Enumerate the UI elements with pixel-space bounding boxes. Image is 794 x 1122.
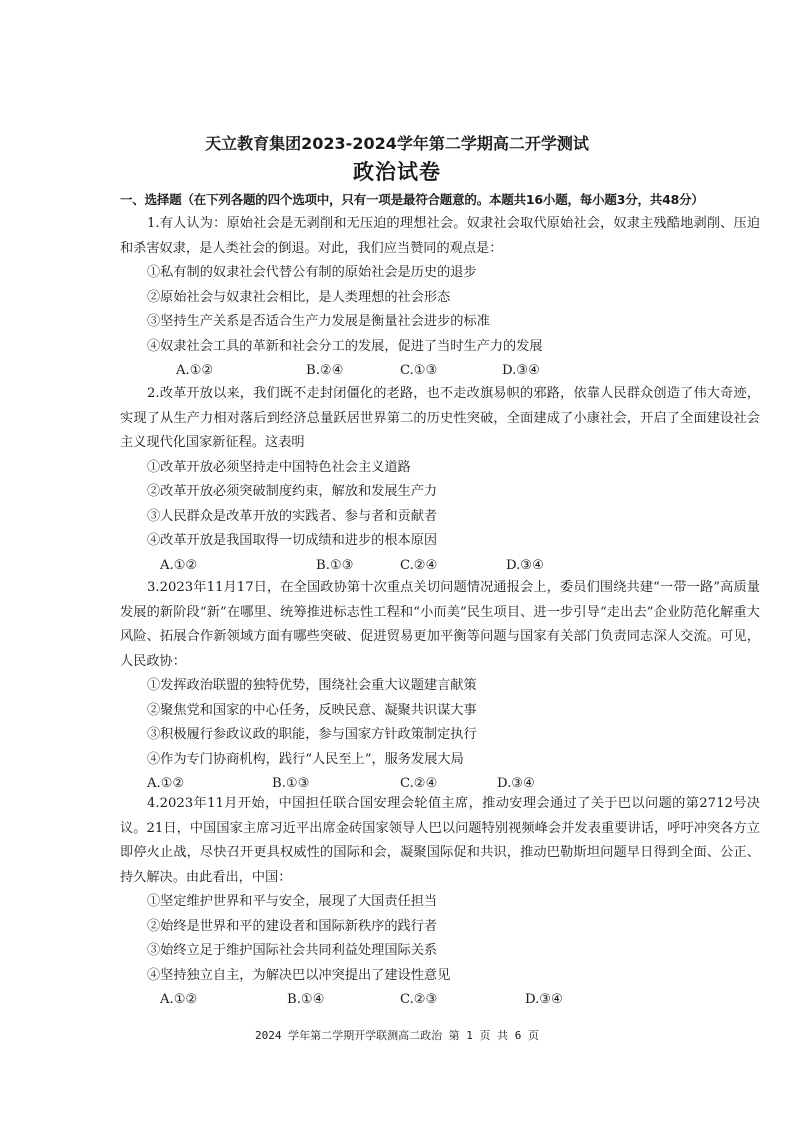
- question-stem: 4.2023年11月开始，中国担任联合国安理会轮值主席，推动安理会通过了关于巴以问题的第2712号决议。21日，中国国家主席习近平出席金砖国家领导人巴以问题特别视频峰会并发表重要讲话，呼吁冲突各方立即停火止战，尽快召开更具权威性的国际和会，凝聚国际促和共识，推动巴勒斯坦问题早日得到全面、公正、持久解决。由此看出，中国：: [120, 796, 760, 885]
- choice-a: A.①②: [147, 776, 185, 791]
- statement-option: ④坚持独立自主，为解决巴以冲突提出了建设性意见: [147, 967, 451, 983]
- choice-b: B.①④: [287, 992, 325, 1007]
- question-2: [120, 382, 760, 578]
- choice-a: A.①②: [160, 557, 198, 573]
- choice-d: D.③④: [502, 363, 540, 378]
- statement-option: ②聚焦党和国家的中心任务，反映民意、凝聚共识谋大事: [147, 702, 477, 718]
- question-stem: 2.改革开放以来，我们既不走封闭僵化的老路，也不走改旗易帜的邪路，依靠人民群众创造了伟大奇迹，实现了从生产力相对落后到经济总量跃居世界第二的历史性突破，全面建成了小康社会，开启了全面建设社会主义现代化国家新征程。这表明: [120, 386, 760, 450]
- statement-option: ④作为专门协商机构，践行“人民至上”，服务发展大局: [147, 751, 464, 767]
- question-1: [120, 212, 760, 384]
- statement-option: ①改革开放必须坚持走中国特色社会主义道路: [147, 459, 411, 475]
- choice-c: C.①③: [400, 363, 438, 378]
- statement-option: ②改革开放必须突破制度约束，解放和发展生产力: [147, 484, 438, 499]
- answer-choices: [120, 988, 760, 1013]
- answer-choices: [120, 359, 760, 384]
- question-3: [120, 576, 760, 797]
- choice-d: D.③④: [497, 776, 535, 791]
- exam-subtitle: 政治试卷: [353, 160, 441, 184]
- statement-option: ④改革开放是我国取得一切成绩和进步的根本原因: [147, 533, 438, 548]
- statement-option: ③人民群众是改革开放的实践者、参与者和贡献者: [147, 508, 438, 524]
- choice-a: A.①②: [160, 992, 198, 1007]
- question-stem: 1.有人认为：原始社会是无剥削和无压迫的理想社会。奴隶社会取代原始社会，奴隶主残酷地剥削、压迫和杀害奴隶，是人类社会的倒退。对此，我们应当赞同的观点是：: [120, 216, 760, 256]
- statement-option: ①坚定维护世界和平与安全，展现了大国责任担当: [147, 894, 438, 909]
- choice-a: A.①②: [176, 363, 214, 378]
- choice-c: C.②④: [400, 776, 438, 791]
- question-stem: 3.2023年11月17日，在全国政协第十次重点关切问题情况通报会上，委员们围绕共建“一带一路”高质量发展的新阶段“新”在哪里、统筹推进标志性工程和“小而美”民生项目、进一步引导“走出去”企业防范化解重大风险、拓展合作新领域方面有哪些突破、促进贸易更加平衡等问题与国家有关部门负责同志深人交流。可见，人民政协：: [120, 580, 760, 669]
- statement-option: ④奴隶社会工具的革新和社会分工的发展，促进了当时生产力的发展: [147, 338, 543, 354]
- choice-b: B.②④: [306, 363, 344, 378]
- choice-c: C.②③: [400, 992, 438, 1007]
- choice-d: D.③④: [506, 557, 544, 573]
- section-heading: 一、选择题（在下列各题的四个选项中，只有一项是最符合题意的。本题共16小题，每小题3分，共48分）: [120, 192, 704, 207]
- choice-d: D.③④: [525, 992, 563, 1007]
- exam-title: 天立教育集团2023-2024学年第二学期高二开学测试: [205, 134, 589, 153]
- statement-option: ①私有制的奴隶社会代替公有制的原始社会是历史的退步: [147, 265, 477, 280]
- choice-b: B.①③: [316, 557, 354, 573]
- statement-option: ①发挥政治联盟的独特优势，围绕社会重大议题建言献策: [147, 678, 477, 693]
- choice-b: B.①③: [272, 776, 310, 791]
- question-4: [120, 792, 760, 1013]
- answer-choices: [120, 554, 760, 579]
- choice-c: C.②④: [400, 557, 438, 573]
- statement-option: ③积极履行参政议政的职能，参与国家方针政策制定执行: [147, 727, 477, 742]
- page-footer: 2024 学年第二学期开学联测高二政治 第 1 页 共 6 页: [254, 1029, 540, 1042]
- statement-option: ③坚持生产关系是否适合生产力发展是衡量社会进步的标准: [147, 314, 490, 329]
- statement-option: ③始终立足于维护国际社会共同利益处理国际关系: [147, 943, 438, 958]
- statement-option: ②原始社会与奴隶社会相比，是人类理想的社会形态: [147, 289, 451, 305]
- statement-option: ②始终是世界和平的建设者和国际新秩序的践行者: [147, 918, 438, 934]
